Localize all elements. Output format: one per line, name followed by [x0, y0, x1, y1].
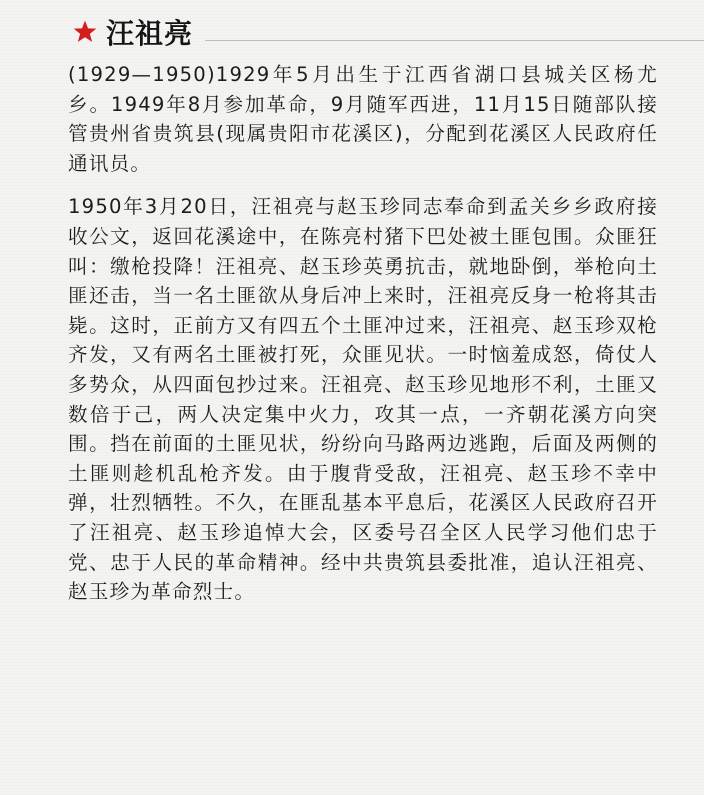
- title-divider: [205, 40, 704, 41]
- section-header: [72, 12, 193, 52]
- paragraph-intro: (1929—1950)1929年5月出生于江西省湖口县城关区杨尤乡。1949年8月参加革命，9月随军西进，11月15日随部队接管贵州省贵筑县(现属贵阳市花溪区)，分配到花溪区人民政府任通讯员。: [68, 63, 658, 175]
- article-body: [68, 60, 658, 621]
- paragraph-story: 1950年3月20日，汪祖亮与赵玉珍同志奉命到孟关乡乡政府接收公文，返回花溪途中，在陈亮村猪下巴处被土匪包围。众匪狂叫：缴枪投降！汪祖亮、赵玉珍英勇抗击，就地卧倒，举枪向土匪还击，当一名土匪欲从身后冲上来时，汪祖亮反身一枪将其击毙。这时，正前方又有四五个土匪冲过来，汪祖亮、赵玉珍双枪齐发，又有两名土匪被打死，众匪见状。一时恼羞成怒，倚仗人多势众，从四面包抄过来。汪祖亮、赵玉珍见地形不利，土匪又数倍于己，两人决定集中火力，攻其一点，一齐朝花溪方向突围。挡在前面的土匪见状，纷纷向马路两边逃跑，后面及两侧的土匪则趁机乱枪齐发。由于腹背受敌，汪祖亮、赵玉珍不幸中弹，壮烈牺牲。不久，在匪乱基本平息后，花溪区人民政府召开了汪祖亮、赵玉珍追悼大会，区委号召全区人民学习他们忠于党、忠于人民的革命精神。经中共贵筑县委批准，追认汪祖亮、赵玉珍为革命烈士。: [68, 195, 658, 604]
- star-icon: [72, 19, 98, 45]
- page-title: 汪祖亮: [106, 17, 194, 50]
